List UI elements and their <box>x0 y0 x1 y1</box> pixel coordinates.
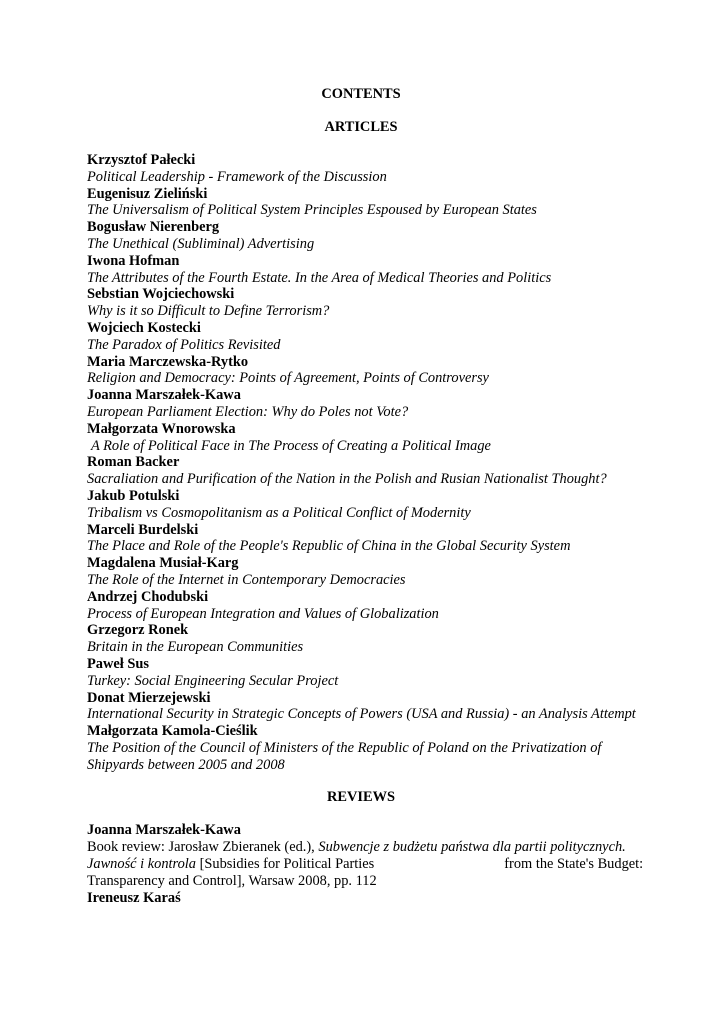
article-title: Religion and Democracy: Points of Agreement, Points of Controversy <box>87 370 489 387</box>
article-title: The Universalism of Political System Principles Espoused by European States <box>87 202 537 219</box>
articles-heading: ARTICLES <box>324 119 398 135</box>
article-author: Bogusław Nierenberg <box>87 219 220 236</box>
article-entry <box>87 522 647 556</box>
contents-page <box>87 86 647 906</box>
article-author: Maria Marczewska-Rytko <box>87 353 249 370</box>
article-title: The Place and Role of the People's Republic of China in the Global Security System <box>87 538 571 555</box>
article-title: Political Leadership - Framework of the Discussion <box>87 168 387 185</box>
review-prefix: Book review: Jarosław Zbieranek (ed.), <box>87 839 319 856</box>
article-title: International Security in Strategic Concepts of Powers (USA and Russia) - an Analysis Attempt <box>87 706 636 723</box>
article-title: Tribalism vs Cosmopolitanism as a Political Conflict of Modernity <box>87 504 471 521</box>
article-entry <box>87 387 647 421</box>
article-title: Turkey: Social Engineering Secular Project <box>87 672 339 689</box>
article-entry <box>87 152 647 186</box>
article-title: The Role of the Internet in Contemporary Democracies <box>87 571 406 588</box>
article-title: Process of European Integration and Values of Globalization <box>87 605 439 622</box>
article-entry <box>87 690 647 724</box>
article-author: Małgorzata Wnorowska <box>87 420 236 437</box>
reviews-heading: REVIEWS <box>327 789 395 806</box>
review-entry <box>87 822 647 889</box>
review-translation-part1: [Subsidies for Political Parties <box>195 856 375 873</box>
article-title: The Attributes of the Fourth Estate. In the Area of Medical Theories and Politics <box>87 269 552 286</box>
article-author: Sebstian Wojciechowski <box>87 286 235 303</box>
article-title: Britain in the European Communities <box>87 639 304 656</box>
article-title: European Parliament Election: Why do Poles not Vote? <box>87 403 409 420</box>
article-author: Iwona Hofman <box>87 252 180 269</box>
article-entry <box>87 286 647 320</box>
article-author: Małgorzata Kamola-Cieślik <box>87 723 258 740</box>
review-translation-part2: from the State's Budget: Transparency and Control], Warsaw 2008, pp. 112 <box>87 856 644 889</box>
article-entry <box>87 555 647 589</box>
reviews-list <box>87 822 647 906</box>
article-entry <box>87 421 647 455</box>
article-title: Sacraliation and Purification of the Nation in the Polish and Rusian Nationalist Thought? <box>87 471 607 488</box>
review-book-title: Subwencje z budżetu państwa dla partii politycznych. Jawność i kontrola <box>87 839 626 873</box>
article-entry <box>87 219 647 253</box>
review-entry <box>87 890 647 907</box>
article-entry <box>87 622 647 656</box>
article-title: The Position of the Council of Ministers of the Republic of Poland on the Privatization of Shipyards between 2005 and 2008 <box>87 739 602 773</box>
article-entry <box>87 488 647 522</box>
articles-list <box>87 152 647 773</box>
article-entry <box>87 589 647 623</box>
review-author: Ireneusz Karaś <box>87 889 181 906</box>
article-author: Marceli Burdelski <box>87 521 199 538</box>
article-author: Joanna Marszałek-Kawa <box>87 387 241 404</box>
article-title: The Unethical (Subliminal) Advertising <box>87 235 315 252</box>
article-author: Andrzej Chodubski <box>87 588 209 605</box>
article-author: Wojciech Kostecki <box>87 319 201 336</box>
article-author: Eugenisuz Zieliński <box>87 185 208 202</box>
review-text <box>87 839 647 889</box>
article-title: Why is it so Difficult to Define Terrorism? <box>87 303 330 320</box>
article-title: A Role of Political Face in The Process of Creating a Political Image <box>91 437 491 454</box>
article-entry <box>87 186 647 220</box>
article-author: Jakub Potulski <box>87 487 180 504</box>
article-entry <box>87 454 647 488</box>
article-title: The Paradox of Politics Revisited <box>87 336 281 353</box>
article-entry <box>87 320 647 354</box>
article-entry <box>87 354 647 388</box>
article-author: Roman Backer <box>87 454 180 471</box>
contents-heading: CONTENTS <box>321 86 401 102</box>
review-author: Joanna Marszałek-Kawa <box>87 822 241 839</box>
article-author: Grzegorz Ronek <box>87 622 189 639</box>
article-author: Paweł Sus <box>87 655 149 672</box>
article-entry <box>87 656 647 690</box>
article-author: Magdalena Musiał-Karg <box>87 555 239 572</box>
article-entry <box>87 253 647 287</box>
article-author: Donat Mierzejewski <box>87 689 211 706</box>
article-author: Krzysztof Pałecki <box>87 152 196 168</box>
article-entry <box>87 723 647 773</box>
